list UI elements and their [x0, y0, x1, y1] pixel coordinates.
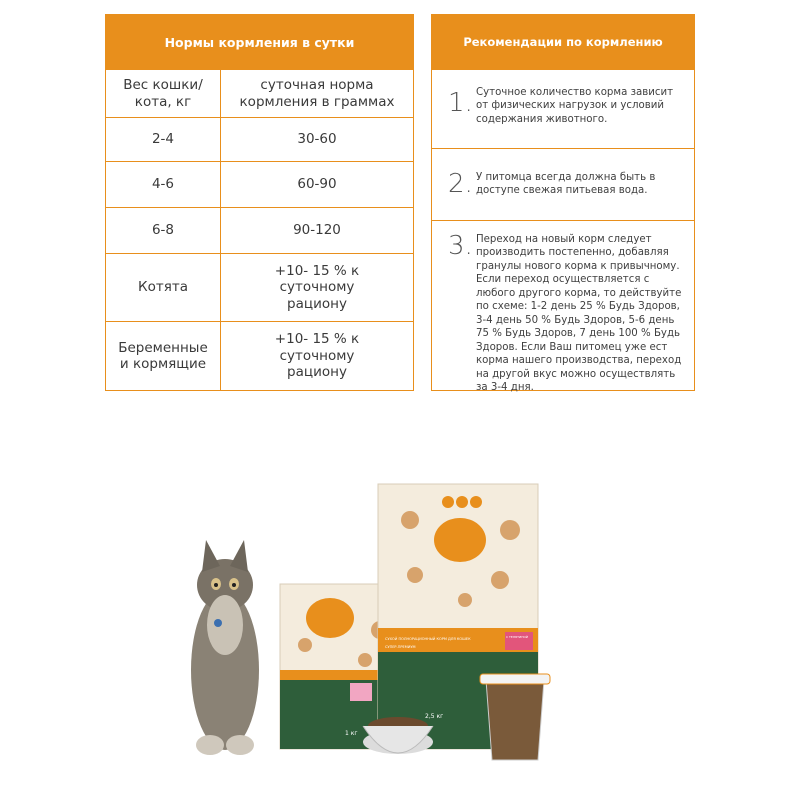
small-bag-weight: 1 кг [345, 730, 358, 737]
recommendations-title: Рекомендации по кормлению [432, 15, 694, 69]
weight-cell: 2-4 [106, 118, 221, 162]
weight-cell: 6-8 [106, 208, 221, 254]
table-row [106, 254, 413, 322]
table-row [106, 208, 413, 254]
large-bag-sublabel: СУПЕР-ПРЕМИУМ [385, 645, 416, 649]
product-illustration [180, 480, 580, 785]
recommendation-text: Суточное количество корма зависит от физических нагрузок и условий содержания животного. [476, 87, 674, 125]
recommendation-item [432, 148, 694, 220]
recommendation-number: 2. [448, 169, 473, 199]
flavor-label: С ТЕЛЯТИНОЙ [506, 635, 529, 639]
amount-cell: 30-60 [221, 118, 414, 162]
recommendation-item [432, 220, 694, 393]
weight-cell: Котята [106, 254, 221, 322]
recommendation-item [432, 69, 694, 148]
feeding-norms-panel [105, 14, 414, 391]
feeding-norms-title: Нормы кормления в сутки [106, 15, 413, 69]
amount-column-header: суточная норма кормления в граммах [221, 70, 414, 118]
table-row [106, 162, 413, 208]
product-scene-image [180, 480, 580, 785]
recommendations-panel [431, 14, 695, 391]
weight-cell: Беременные и кормящие [106, 322, 221, 390]
table-header-row [106, 70, 413, 118]
amount-cell: +10- 15 % к суточному рациону [221, 322, 414, 390]
table-row [106, 118, 413, 162]
amount-cell: +10- 15 % к суточному рациону [221, 254, 414, 322]
recommendation-number: 3. [448, 231, 473, 261]
large-bag-weight: 2,5 кг [425, 713, 444, 720]
amount-cell: 90-120 [221, 208, 414, 254]
feeding-norms-table [106, 69, 413, 390]
amount-cell: 60-90 [221, 162, 414, 208]
large-bag-label: СУХОЙ ПОЛНОРАЦИОННЫЙ КОРМ ДЛЯ КОШЕК [385, 637, 471, 641]
recommendation-text: У питомца всегда должна быть в доступе свежая питьевая вода. [476, 172, 656, 197]
recommendation-number: 1. [448, 88, 473, 118]
weight-cell: 4-6 [106, 162, 221, 208]
table-row [106, 322, 413, 390]
food-bowl [363, 717, 433, 754]
recommendation-text: Переход на новый корм следует производить постепенно, добавляя гранулы нового корма к привычному. Если переход осуществляется с любого другого корма, то действуйте по схеме: 1-2 день 25 % Будь Здоров, 3-4 день 50 % Будь Здоров, 5-6 день 75 % Будь Здоров, 7 день 100 % Будь Здоров. Если Ваш питомец уже ест корма нашего производства, переход на другой вкус можно осуществлять за 3-4 дня. [476, 234, 682, 393]
kitten-image [191, 540, 259, 755]
weight-column-header: Вес кошки/ кота, кг [106, 70, 221, 118]
